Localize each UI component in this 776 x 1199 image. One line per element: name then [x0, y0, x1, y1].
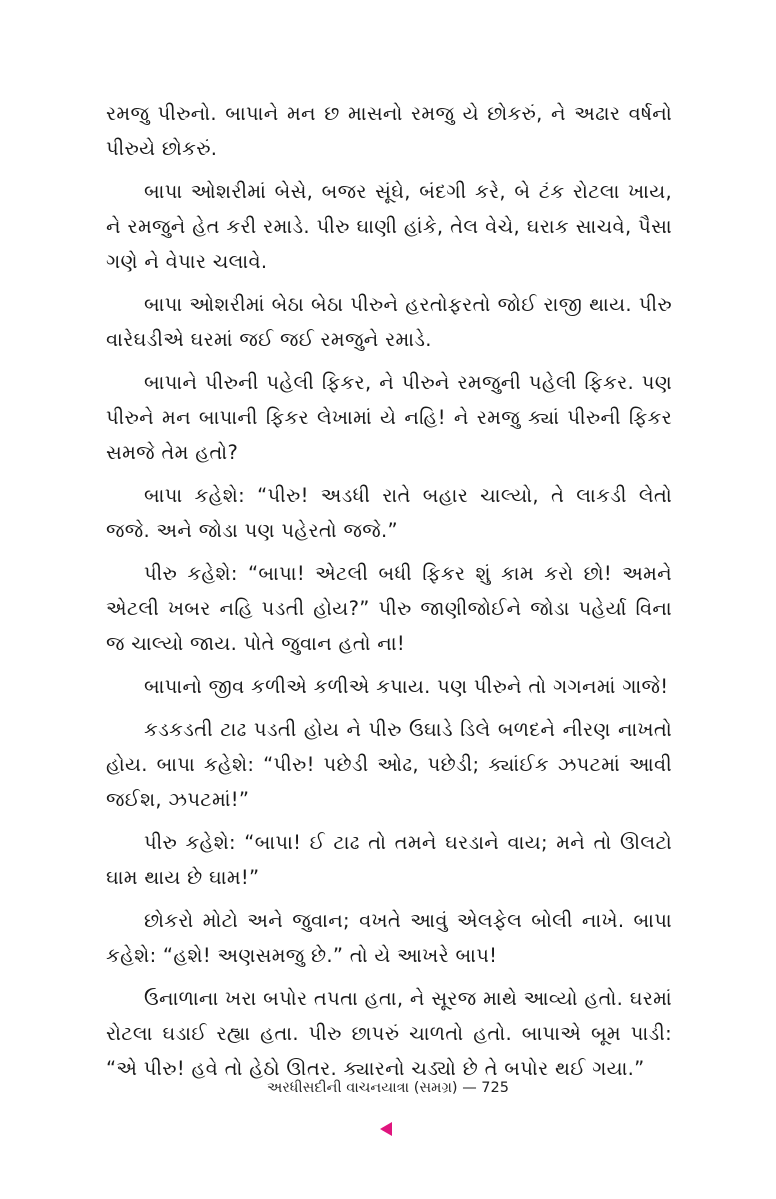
- paragraph: પીરુ કહેશે: “બાપા! એટલી બધી ફિકર શું કામ કરો છો! અમને એટલી ખબર નહિ પડતી હોય?” પીરુ જાણીજોઈને જોડા પહેર્યા વિના જ ચાલ્યો જાય. પોતે જુવાન હતો ના!: [106, 562, 672, 655]
- paragraph: બાપા ઓશરીમાં બેસે, બજર સૂંઘે, બંદગી કરે, બે ટંક રોટલા ખાય, ને રમજુને હેત કરી રમાડે. પીરુ ઘાણી હાંકે, તેલ વેચે, ઘરાક સાચવે, પૈસા ગણે ને વેપાર ચલાવે.: [106, 180, 672, 273]
- paragraph: બાપાનો જીવ કળીએ કળીએ કપાય. પણ પીરુને તો ગગનમાં ગાજે!: [144, 675, 669, 698]
- paragraph: બાપા કહેશે: “પીરુ! અડધી રાતે બહાર ચાલ્યો, તે લાકડી લેતો જજે. અને જોડા પણ પહેરતો જજે.”: [106, 484, 672, 542]
- paragraph: છોકરો મોટો અને જુવાન; વખતે આવું એલફેલ બોલી નાખે. બાપા કહેશે: “હશે! અણસમજુ છે.” તો યે આખરે બાપ!: [106, 909, 672, 967]
- paragraph: બાપા ઓશરીમાં બેઠા બેઠા પીરુને હરતોફરતો જોઈ રાજી થાય. પીરુ વારેઘડીએ ઘરમાં જઈ જઈ રમજુને રમાડે.: [106, 293, 672, 351]
- paragraph: પીરુ કહેશે: “બાપા! ઈ ટાઢ તો તમને ઘરડાને વાય; મને તો ઊલટો ઘામ થાય છે ઘામ!”: [106, 831, 672, 889]
- page-footer: અરધીસદીની વાચનયાત્રા (સમગ્ર) — 725: [267, 1080, 509, 1096]
- paragraph: કડકડતી ટાઢ પડતી હોય ને પીરુ ઉઘાડે ડિલે બળદને નીરણ નાખતો હોય. બાપા કહેશે: “પીરુ! પછેડી ઓઢ, પછેડી; ક્યાંઈક ઝપટમાં આવી જઈશ, ઝપટમાં!”: [106, 718, 672, 811]
- body-text: [106, 96, 672, 1094]
- paragraph: ઉનાળાના ખરા બપોર તપતા હતા, ને સૂરજ માથે આવ્યો હતો. ઘરમાં રોટલા ઘડાઈ રહ્યા હતા. પીરુ છાપરું ચાળતો હતો. બાપાએ બૂમ પાડી: “એ પીરુ! હવે તો હેઠો ઊતર. ક્યારનો ચડ્યો છે તે બપોર થઈ ગયા.”: [106, 987, 672, 1080]
- paragraph: બાપાને પીરુની પહેલી ફિકર, ને પીરુને રમજુની પહેલી ફિકર. પણ પીરુને મન બાપાની ફિકર લેખામાં યે નહિ! ને રમજુ ક્યાં પીરુની ફિકર સમજે તેમ હતો?: [106, 371, 672, 464]
- paragraph: રમજુ પીરુનો. બાપાને મન છ માસનો રમજુ યે છોકરું, ને અઢાર વર્ષનો પીરુયે છોકરું.: [106, 102, 672, 160]
- previous-page-arrow-icon[interactable]: [380, 1122, 392, 1136]
